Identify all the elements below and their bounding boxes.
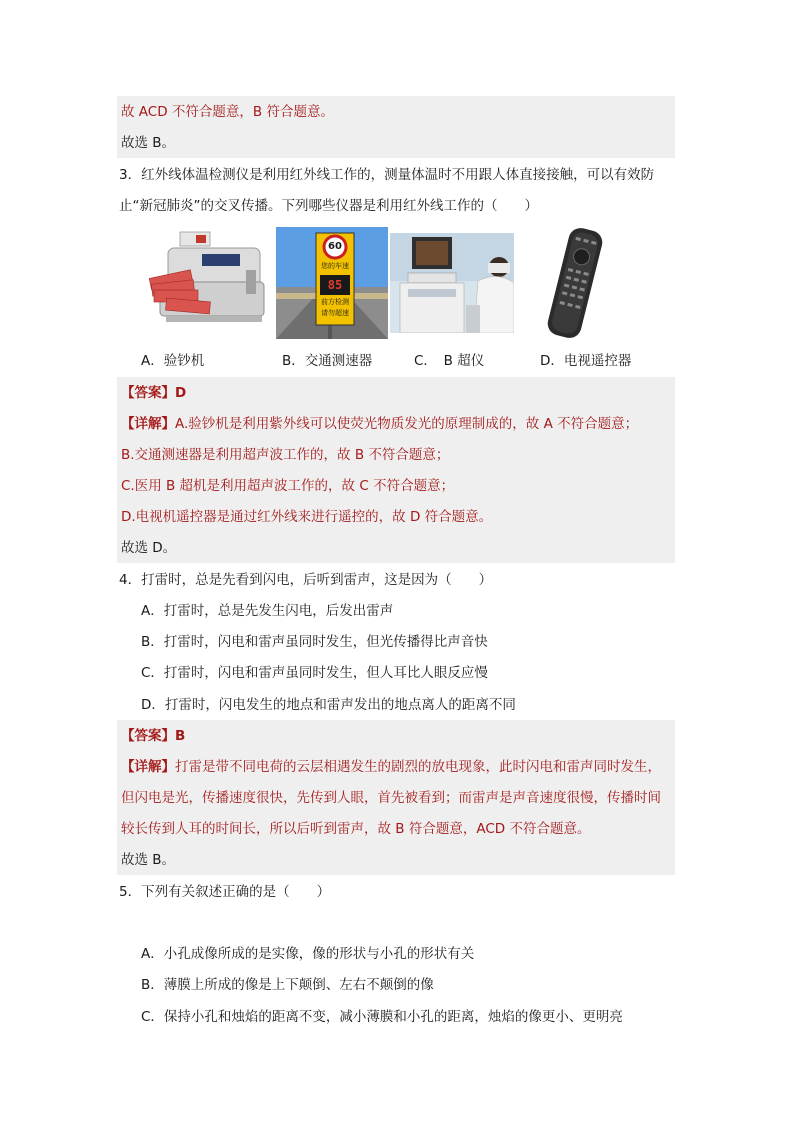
money-counter-image — [146, 230, 271, 334]
q3-option-d: D．电视遥控器 — [540, 353, 632, 369]
q4-option-a: A．打雷时，总是先发生闪电，后发出雷声 — [141, 603, 394, 619]
speed-sign-image — [276, 227, 388, 339]
q3-detail-line-1 — [121, 414, 638, 434]
q4-detail-line-1 — [121, 757, 661, 777]
q3-option-a: A．验钞机 — [141, 353, 205, 369]
q5-option-c: C．保持小孔和烛焰的距离不变，减小薄膜和小孔的距离，烛焰的像更小、更明亮 — [141, 1009, 623, 1025]
q4-detail-text-1: 打雷是带不同电荷的云层相遇发生的剧烈的放电现象，此时闪电和雷声同时发生， — [175, 759, 661, 775]
q4-stem: 4．打雷时，总是先看到闪电，后听到雷声，这是因为（ ） — [119, 572, 493, 588]
remote-control-image — [540, 226, 610, 340]
q3-stem-line-1: 3．红外线体温检测仪是利用红外线工作的，测量体温时不用跟人体直接接触，可以有效防 — [119, 167, 655, 183]
q3-detail-line-4: D.电视机遥控器是通过红外线来进行遥控的，故 D 符合题意。 — [121, 509, 493, 525]
q3-conclusion: 故选 D。 — [121, 540, 177, 556]
prev-answer-line: 故 ACD 不符合题意，B 符合题意。 — [121, 104, 334, 120]
q3-stem-line-2: 止“新冠肺炎”的交叉传播。下列哪些仪器是利用红外线工作的（ ） — [119, 198, 538, 214]
q3-option-c: C． B 超仪 — [414, 353, 485, 369]
q5-option-b: B．薄膜上所成的像是上下颠倒、左右不颠倒的像 — [141, 977, 434, 993]
q4-detail-prefix: 【详解】 — [121, 759, 175, 775]
q4-option-c: C．打雷时，闪电和雷声虽同时发生，但人耳比人眼反应慢 — [141, 665, 488, 681]
q3-detail-line-3: C.医用 B 超机是利用超声波工作的，故 C 不符合题意； — [121, 478, 455, 494]
prev-answer-block — [117, 96, 675, 158]
q4-conclusion: 故选 B。 — [121, 852, 176, 868]
q5-stem: 5．下列有关叙述正确的是（ ） — [119, 884, 331, 900]
q3-option-b: B．交通测速器 — [282, 353, 373, 369]
q3-detail-prefix: 【详解】 — [121, 416, 175, 432]
sign-label-no-speeding: 请勿超速 — [321, 309, 349, 317]
sign-label-ahead: 前方检测 — [321, 298, 349, 306]
q3-answer: 【答案】D — [121, 385, 187, 401]
q4-option-b: B．打雷时，闪电和雷声虽同时发生，但光传播得比声音快 — [141, 634, 488, 650]
sign-speed-readout: 85 — [327, 278, 343, 292]
q4-detail-line-2: 但闪电是光，传播速度很快，先传到人眼，首先被看到；而雷声是声音速度很慢，传播时间 — [121, 790, 661, 806]
q4-option-d: D．打雷时，闪电发生的地点和雷声发出的地点离人的距离不同 — [141, 697, 516, 713]
q5-option-a: A．小孔成像所成的是实像，像的形状与小孔的形状有关 — [141, 946, 475, 962]
q4-detail-line-3: 较长传到人耳的时间长，所以后听到雷声，故 B 符合题意，ACD 不符合题意。 — [121, 821, 591, 837]
ultrasound-image — [390, 233, 514, 333]
q4-answer-block — [117, 720, 675, 875]
q4-answer: 【答案】B — [121, 728, 186, 744]
q3-answer-block — [117, 377, 675, 563]
sign-speed-limit: 60 — [328, 241, 342, 252]
sign-label-your-speed: 您的车速 — [321, 262, 349, 270]
q3-detail-text-1: A.验钞机是利用紫外线可以使荧光物质发光的原理制成的，故 A 不符合题意； — [175, 416, 639, 432]
q3-detail-line-2: B.交通测速器是利用超声波工作的，故 B 不符合题意； — [121, 447, 450, 463]
prev-answer-conclusion: 故选 B。 — [121, 135, 176, 151]
